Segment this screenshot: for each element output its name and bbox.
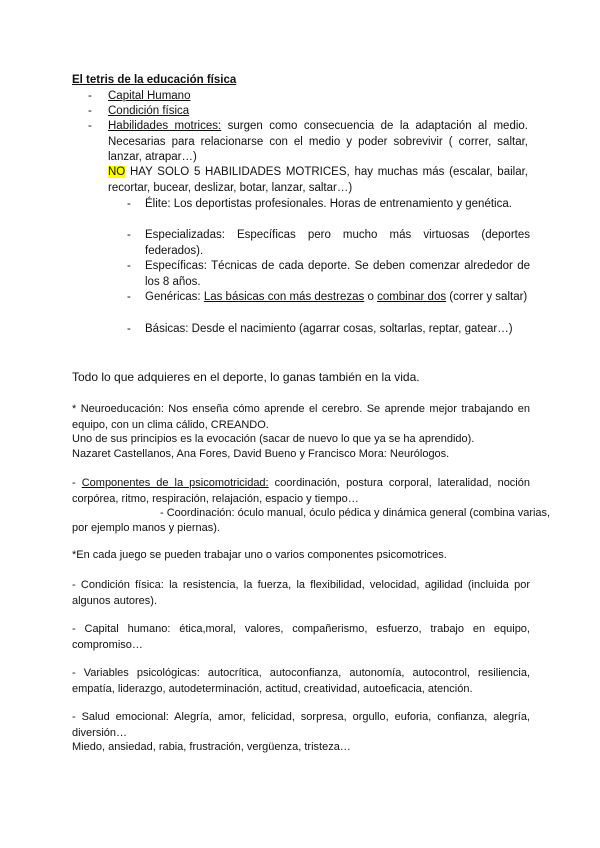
autores-line: Nazaret Castellanos, Ana Fores, David Bueno y Francisco Mora: Neurólogos.: [72, 448, 450, 460]
bullet-dash: -: [127, 198, 131, 210]
psicomotricidad-paragraph: [72, 476, 530, 507]
coordinacion-line-2: por ejemplo manos y piernas).: [72, 522, 220, 534]
sublist-item-text: Específicas: Técnicas de cada deporte. Se deben comenzar alrededor de los 8 años.: [145, 260, 530, 288]
genericas-mid: o: [364, 291, 378, 303]
no-hay-solo-text: [108, 165, 528, 196]
psico-label: Componentes de la psicomotricidad:: [81, 477, 269, 489]
genericas-label: Genéricas:: [145, 291, 204, 303]
document-title: El tetris de la educación física: [72, 74, 237, 86]
coordinacion-line-1: - Coordinación: óculo manual, óculo pédica y dinámica general (combina varias,: [160, 507, 551, 519]
habilidades-label: Habilidades motrices:: [108, 120, 222, 132]
variables-psicologicas-paragraph: - Variables psicológicas: autocrítica, autoconfianza, autonomía, autocontrol, resiliencia, empatía, liderazgo, autodeterminación, actitud, creatividad, autoeficacia, atención.: [72, 667, 530, 695]
miedo-line: Miedo, ansiedad, rabia, frustración, vergüenza, tristeza…: [72, 741, 351, 753]
bullet-dash: -: [127, 323, 131, 335]
genericas-underline-2: combinar dos: [377, 291, 447, 303]
no-highlight: NO: [108, 166, 126, 178]
bullet-dash: -: [88, 105, 92, 117]
bullet-dash: -: [88, 120, 92, 132]
capital-humano-paragraph: - Capital humano: ética,moral, valores, compañerismo, esfuerzo, trabajo en equipo, compromiso…: [72, 623, 530, 651]
evocacion-line: Uno de sus principios es la evocación (sacar de nuevo lo que ya se ha aprendido).: [72, 433, 475, 445]
sublist-item-text: Básicas: Desde el nacimiento (agarrar cosas, soltarlas, reptar, gatear…): [145, 323, 513, 335]
sublist-item-text: [145, 290, 530, 306]
list-item-label: Capital Humano: [108, 90, 191, 102]
condicion-fisica-paragraph: - Condición física: la resistencia, la fuerza, la flexibilidad, velocidad, agilidad (incluida por algunos autores).: [72, 579, 530, 607]
no-hay-solo-rest: HAY SOLO 5 HABILIDADES MOTRICES, hay muchas más (escalar, bailar, recortar, bucear, deslizar, botar, lanzar, saltar…): [108, 166, 528, 194]
bullet-dash: -: [88, 90, 92, 102]
bullet-dash: -: [127, 260, 131, 272]
bullet-dash: -: [127, 291, 131, 303]
habilidades-paragraph: [108, 119, 528, 166]
neuroeducacion-paragraph: * Neuroeducación: Nos enseña cómo aprende el cerebro. Se aprende mejor trabajando en equipo, con un clima cálido, CREANDO.: [72, 403, 530, 431]
psico-text: coordinación, postura corporal, lateralidad, noción corpórea, ritmo, respiración, relajación, espacio y tiempo…: [72, 477, 530, 505]
habilidades-text: surgen como consecuencia de la adaptación al medio. Necesarias para relacionarse con el medio y poder sobrevivir ( correr, saltar, lanzar, atrapar…): [108, 120, 528, 163]
genericas-underline-1: Las básicas con más destrezas: [203, 291, 365, 303]
sublist-item-text: Élite: Los deportistas profesionales. Horas de entrenamiento y genética.: [145, 198, 512, 210]
psico-prefix: -: [72, 477, 82, 489]
bullet-dash: -: [127, 229, 131, 241]
juego-line: *En cada juego se pueden trabajar uno o varios componentes psicomotrices.: [72, 549, 447, 561]
todo-lo-que-adquieres: Todo lo que adquieres en el deporte, lo ganas también en la vida.: [72, 370, 420, 384]
sublist-item-text: Especializadas: Específicas pero mucho más virtuosas (deportes federados).: [145, 229, 530, 257]
genericas-end: (correr y saltar): [446, 291, 528, 303]
list-item-label: Condición física: [108, 105, 190, 117]
salud-emocional-paragraph: - Salud emocional: Alegría, amor, felicidad, sorpresa, orgullo, euforia, confianza, alegría, diversión…: [72, 711, 530, 739]
